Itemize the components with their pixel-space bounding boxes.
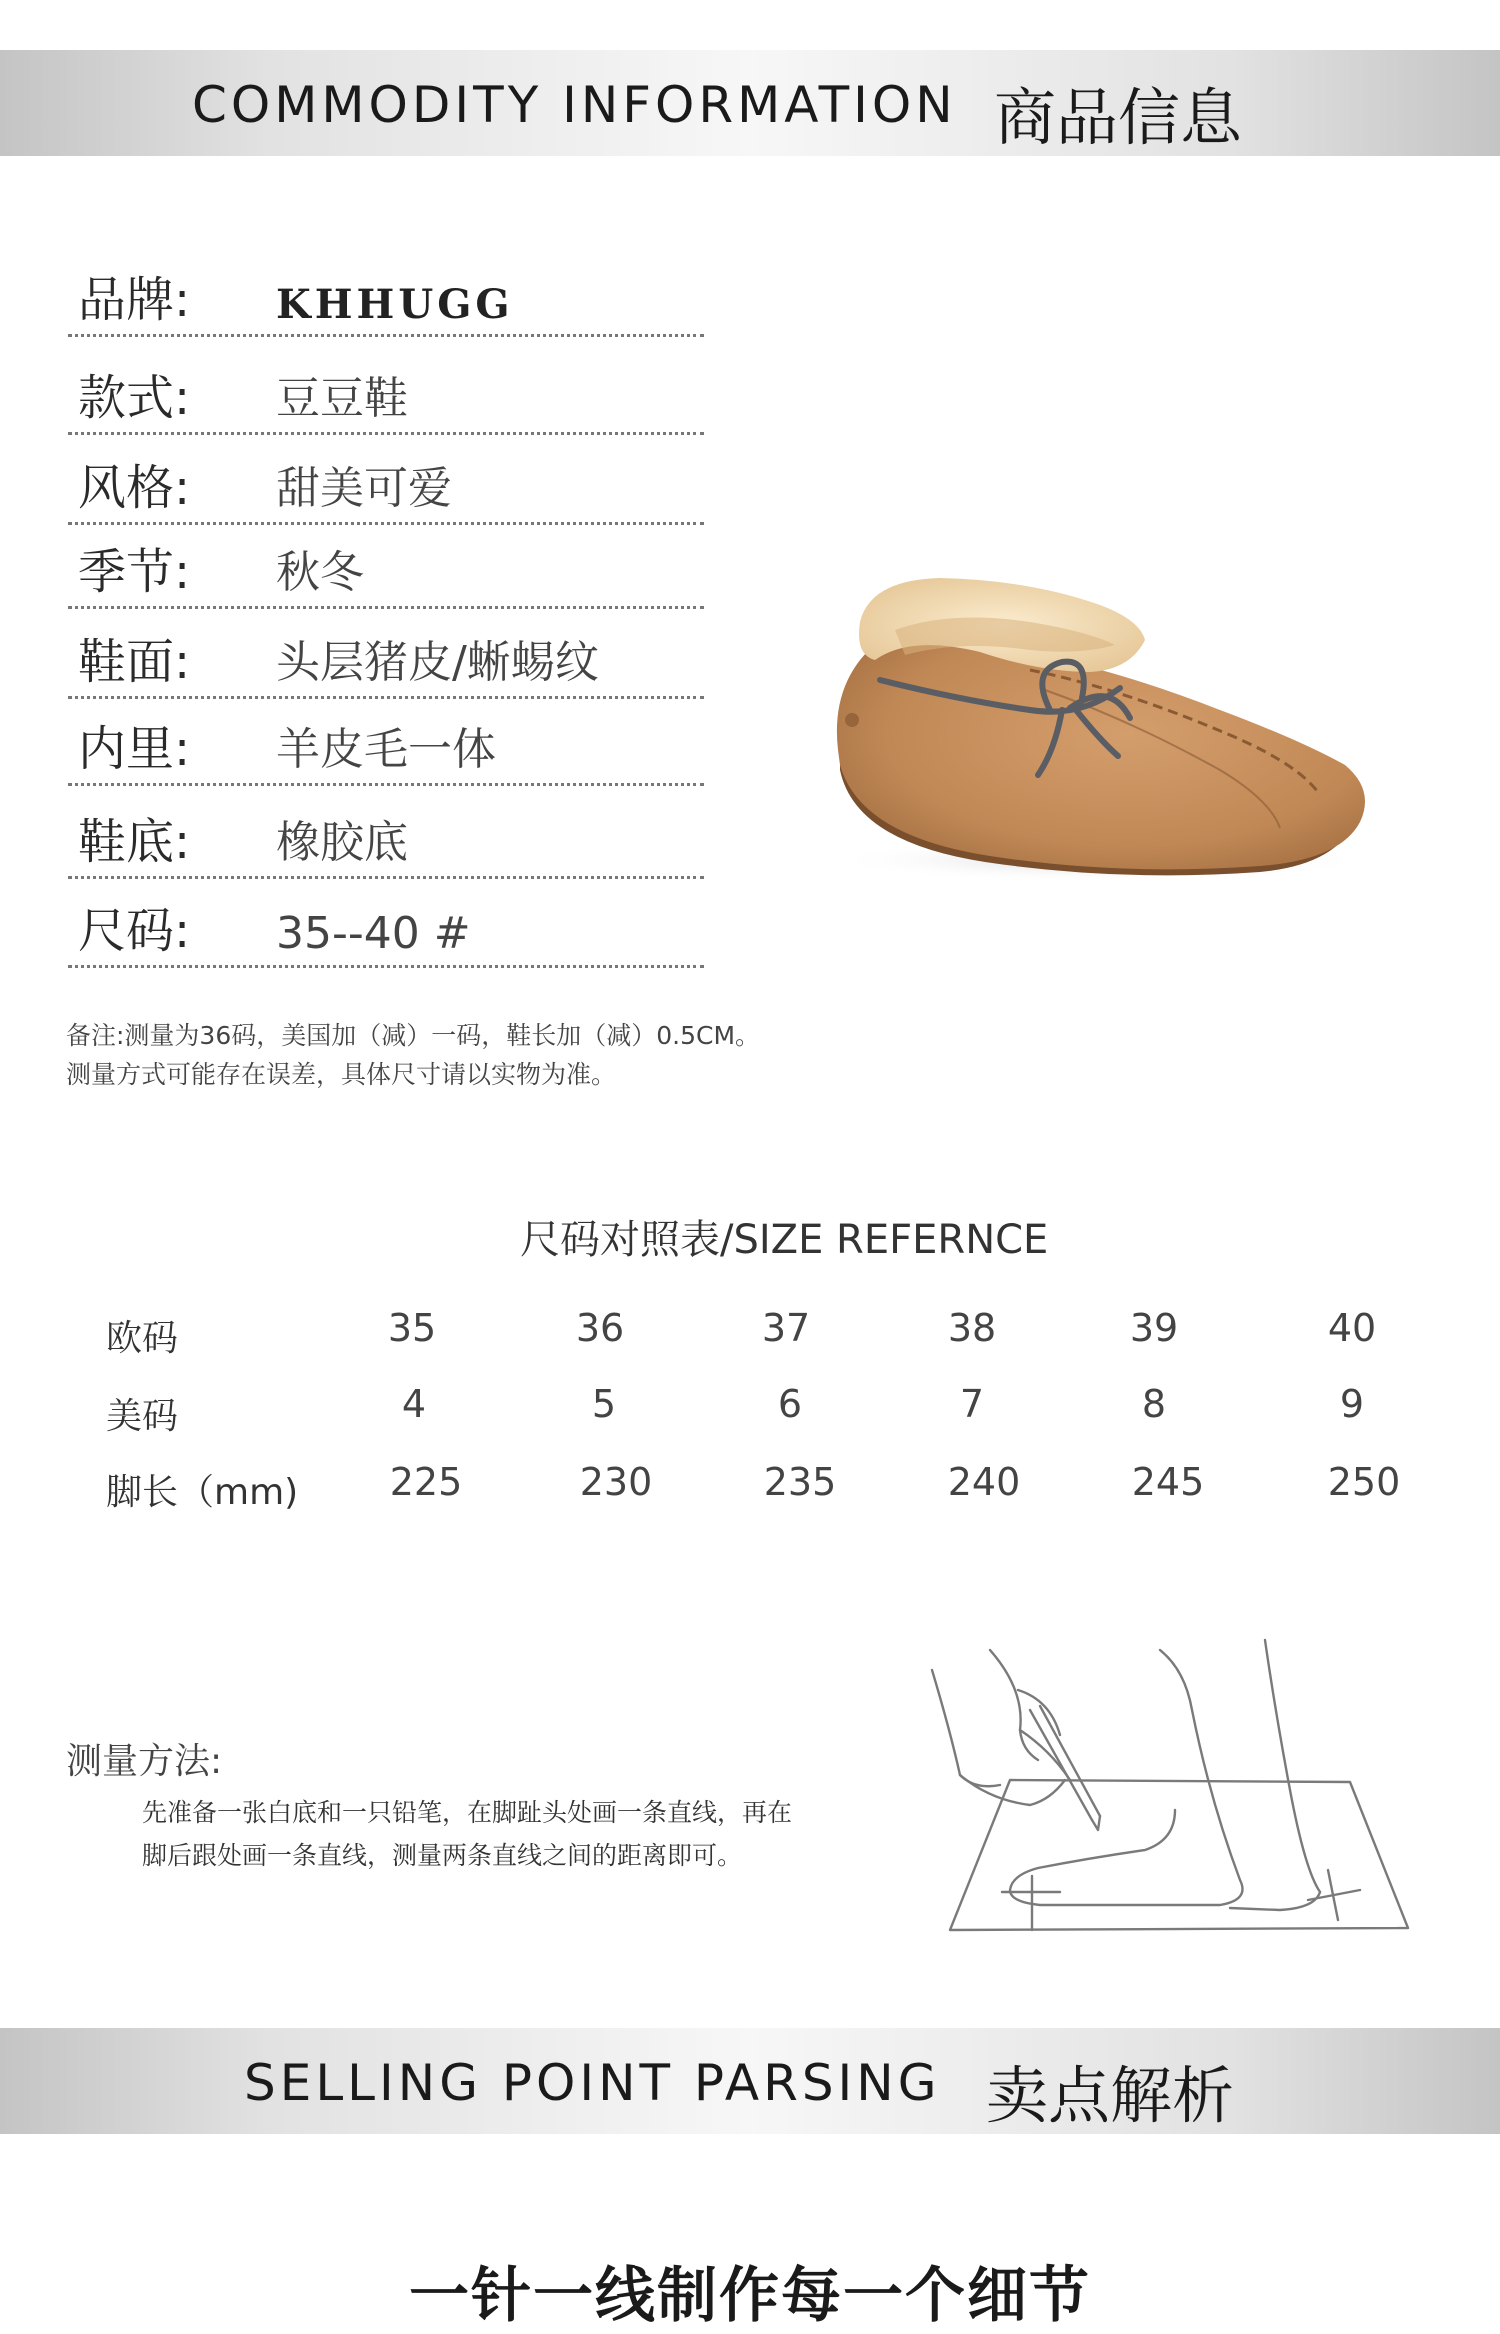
spec-label: 鞋面: [78, 634, 191, 690]
spec-row-style [68, 344, 704, 435]
note-line-1: 备注:测量为36码，美国加（减）一码，鞋长加（减）0.5CM。 [66, 1021, 761, 1050]
spec-value: 35--40 # [276, 908, 471, 959]
spec-value: 头层猪皮/蜥蜴纹 [276, 637, 599, 688]
spec-label: 款式: [78, 370, 191, 426]
measuring-illustration [920, 1630, 1420, 1940]
selling-point-banner [0, 2028, 1500, 2134]
banner-title-en: SELLING POINT PARSING [244, 2054, 941, 2112]
size-cell: 250 [1327, 1460, 1401, 1504]
size-cell: 37 [761, 1306, 811, 1350]
size-cell: 35 [387, 1306, 437, 1350]
spec-row-look [68, 434, 704, 525]
spec-row-season [68, 518, 704, 609]
size-cell: 235 [763, 1460, 837, 1504]
size-cell: 4 [401, 1382, 427, 1426]
size-cell: 225 [389, 1460, 463, 1504]
size-cell: 7 [959, 1382, 985, 1426]
commodity-info-banner [0, 50, 1500, 156]
size-cell: 245 [1131, 1460, 1205, 1504]
row-label: 脚长（mm) [106, 1472, 299, 1513]
row-label: 美码 [106, 1396, 179, 1437]
spec-label: 品牌: [78, 272, 191, 328]
spec-row-sole [68, 788, 704, 879]
spec-row-size [68, 877, 704, 968]
spec-value: 秋冬 [276, 547, 364, 598]
method-title: 测量方法: [66, 1741, 223, 1782]
row-label: 欧码 [106, 1318, 179, 1359]
size-cell: 8 [1141, 1382, 1167, 1426]
size-cell: 40 [1327, 1306, 1377, 1350]
spec-value: 豆豆鞋 [276, 373, 408, 424]
banner-title-cn: 卖点解析 [986, 2059, 1235, 2132]
spec-row-upper [68, 608, 704, 699]
size-cell: 36 [575, 1306, 625, 1350]
section-headline: 一针一线制作每一个细节 [409, 2261, 1091, 2331]
spec-value: 羊皮毛一体 [276, 724, 496, 775]
size-cell: 38 [947, 1306, 997, 1350]
spec-value: 橡胶底 [276, 817, 408, 868]
size-cell: 5 [591, 1382, 617, 1426]
spec-row-lining [68, 695, 704, 786]
spec-label: 内里: [78, 721, 191, 777]
spec-value: KHHUGG [276, 281, 514, 328]
banner-title-cn: 商品信息 [994, 81, 1243, 154]
banner-title-en: COMMODITY INFORMATION [192, 76, 957, 134]
size-cell: 9 [1339, 1382, 1365, 1426]
size-cell: 240 [947, 1460, 1021, 1504]
spec-label: 风格: [78, 460, 191, 516]
method-line-1: 先准备一张白底和一只铅笔，在脚趾头处画一条直线，再在 [142, 1798, 793, 1827]
spec-value: 甜美可爱 [276, 463, 452, 514]
size-table-title: 尺码对照表/SIZE REFERNCE [520, 1217, 1049, 1263]
size-cell: 6 [777, 1382, 803, 1426]
product-shoe-image [800, 560, 1380, 890]
spec-label: 尺码: [78, 903, 191, 959]
note-line-2: 测量方式可能存在误差，具体尺寸请以实物为准。 [66, 1060, 617, 1089]
spec-label: 季节: [78, 544, 191, 600]
size-cell: 39 [1129, 1306, 1179, 1350]
spec-label: 鞋底: [78, 814, 191, 870]
spec-row-brand [68, 246, 704, 337]
size-cell: 230 [579, 1460, 653, 1504]
method-line-2: 脚后跟处画一条直线，测量两条直线之间的距离即可。 [142, 1841, 743, 1870]
